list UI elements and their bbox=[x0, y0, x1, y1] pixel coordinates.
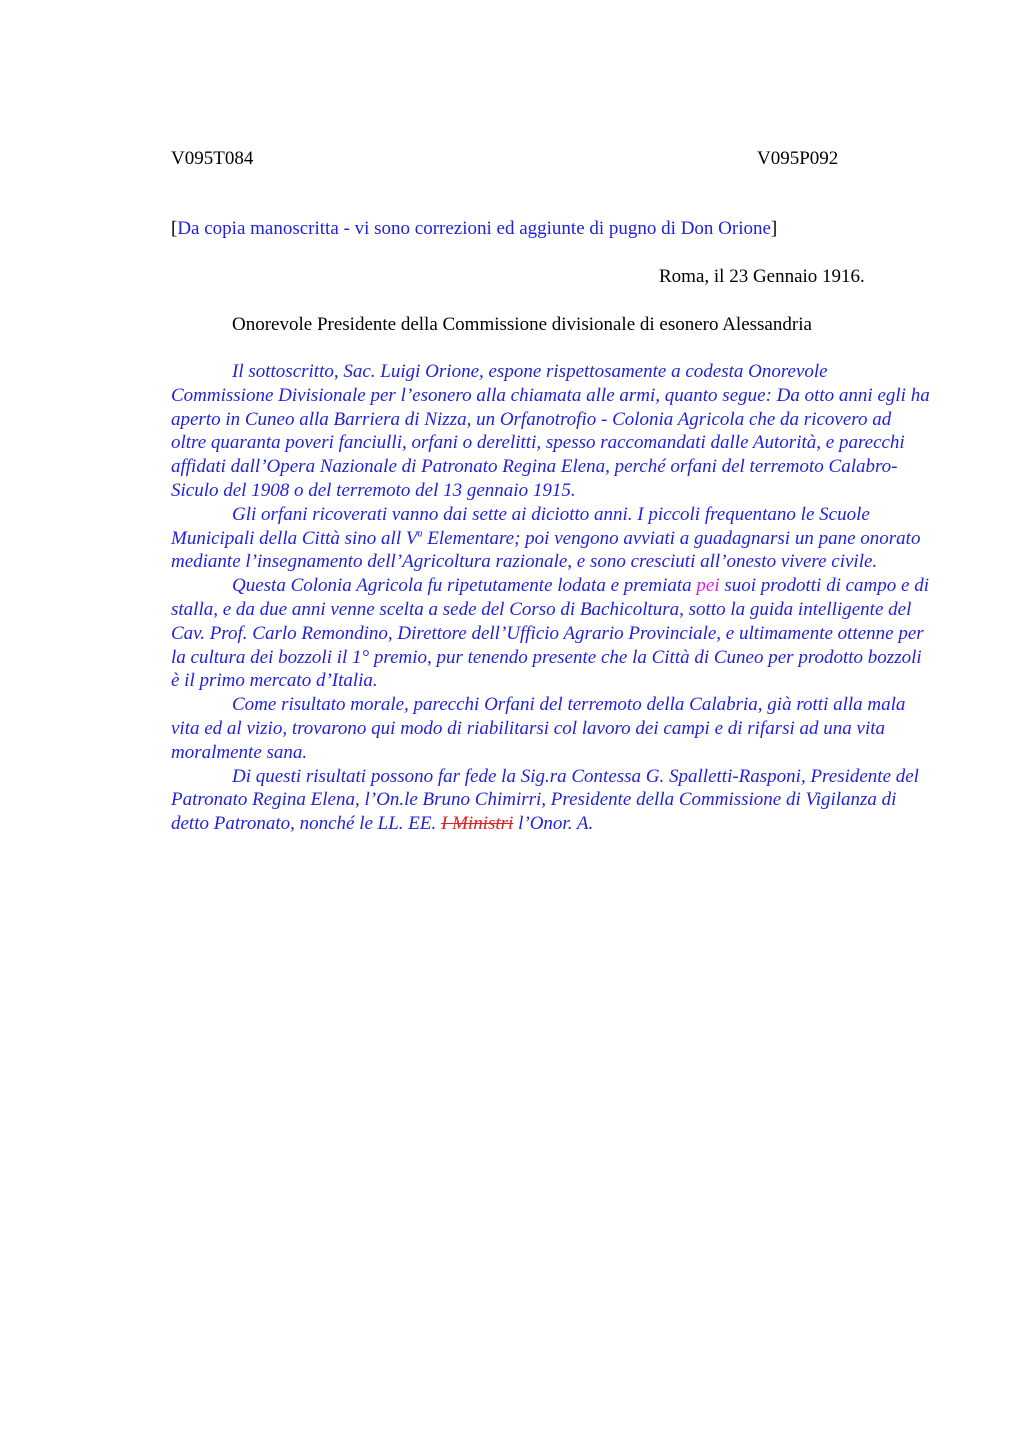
document-code-right: V095P092 bbox=[757, 148, 839, 169]
source-note bbox=[171, 217, 777, 241]
correction-highlight: pei bbox=[696, 575, 720, 597]
letter-body bbox=[171, 360, 931, 836]
paragraph-2 bbox=[171, 503, 931, 574]
paragraph-1: Il sottoscritto, Sac. Luigi Orione, espone rispettosamente a codesta Onorevole Commissione Divisionale per l’esonero alla chiamata alle armi, quanto segue: Da otto anni egli ha aperto in Cuneo alla Barriera di Nizza, un Orfanotrofio - Colonia Agricola che da ricovero ad oltre quaranta poveri fanciulli, orfani o derelitti, spesso raccomandati dalle Autorità, e parecchi affidati dall’Opera Nazionale di Patronato Regina Elena, perché orfani del terremoto Calabro-Siculo del 1908 o del terremoto del 13 gennaio 1915. bbox=[171, 361, 930, 501]
paragraph-3-text-b: suoi prodotti di campo e di stalla, e da due anni venne scelta a sede del Corso di Bachicoltura, sotto la guida intelligente del Cav. Prof. Carlo Remondino, Direttore dell’Ufficio Agrario Provinciale, e ultimamente ottenne per la cultura dei bozzoli il 1° premio, pur tenendo presente che la Città di Cuneo per prodotto bozzoli è il primo mercato d’Italia. bbox=[171, 575, 929, 692]
source-note-close-bracket: ] bbox=[770, 218, 778, 239]
paragraph-2-text-b: Elementare; poi vengono avviati a guadagnarsi un pane onorato mediante l’insegnamento dell’Agricoltura razionale, e sono cresciuti all’onesto vivere civile. bbox=[171, 527, 921, 573]
source-note-text: Da copia manoscritta - vi sono correzioni ed aggiunte di pugno di Don Orione bbox=[177, 218, 771, 239]
paragraph-3 bbox=[171, 574, 931, 693]
paragraph-5-text-a: Di questi risultati possono far fede la Sig.ra Contessa G. Spalletti-Rasponi, Presidente del Patronato Regina Elena, l’On.le Bruno Chimirri, Presidente della Commissione di Vigilanza di detto Patronato, nonché le LL. EE. bbox=[171, 765, 919, 835]
paragraph-2-text-a: Gli orfani ricoverati vanno dai sette ai diciotto anni. I piccoli frequentano le Scuole Municipali della Città sino all V bbox=[171, 503, 870, 549]
paragraph-3-text-a: Questa Colonia Agricola fu ripetutamente lodata e premiata bbox=[232, 575, 697, 597]
source-note-open-bracket: [ bbox=[171, 218, 178, 239]
paragraph-5-text-b: l’Onor. A. bbox=[513, 813, 594, 835]
paragraph-4: Come risultato morale, parecchi Orfani del terremoto della Calabria, già rotti alla mala vita ed al vizio, trovarono qui modo di riabilitarsi col lavoro dei campi e di rifarsi ad una vita moralmente sana. bbox=[171, 694, 906, 763]
paragraph-5 bbox=[171, 765, 931, 836]
struck-text: I Ministri bbox=[441, 813, 514, 835]
date-line: Roma, il 23 Gennaio 1916. bbox=[659, 266, 865, 287]
addressee-line: Onorevole Presidente della Commissione divisionale di esonero Alessandria bbox=[232, 314, 812, 335]
superscript-a: a bbox=[417, 528, 423, 540]
document-code-left: V095T084 bbox=[171, 148, 254, 169]
